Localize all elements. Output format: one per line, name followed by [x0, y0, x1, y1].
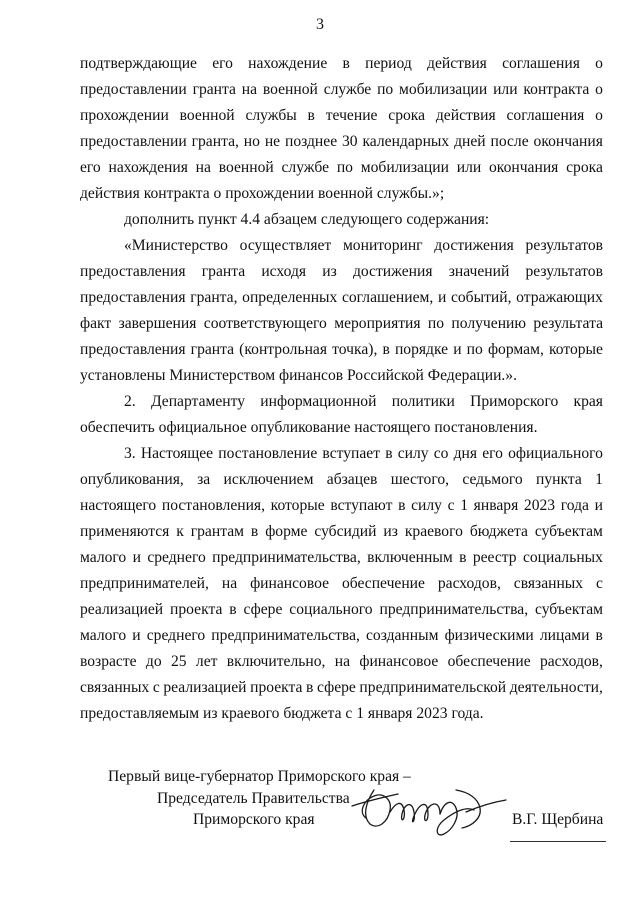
- signature-underline: [510, 841, 606, 842]
- text-line: прохождении военной службы в течение срока действия соглашения о: [80, 107, 603, 124]
- handwritten-signature: [344, 772, 514, 842]
- signatory-name: В.Г. Щербина: [512, 811, 604, 828]
- text-line: его нахождения на военной службе по мобилизации или окончания срока: [80, 159, 603, 176]
- text-line: установлены Министерством финансов Российской Федерации.».: [80, 367, 518, 384]
- text-line: обеспечить официальное опубликование настоящего постановления.: [80, 419, 538, 436]
- signature-position-line1: Первый вице-губернатор Приморского края –: [108, 768, 411, 785]
- signature-position-line2: Председатель Правительства: [157, 790, 350, 807]
- text-line: возрасте до 25 лет включительно, на финансовое обеспечение расходов,: [80, 653, 603, 670]
- text-line: настоящего постановления, которые вступают в силу с 1 января 2023 года и: [80, 497, 603, 514]
- signature-position-line3: Приморского края: [193, 811, 315, 828]
- text-line: малого и среднего предпринимательства, включенным в реестр социальных: [80, 549, 603, 566]
- text-line: дополнить пункт 4.4 абзацем следующего содержания:: [124, 211, 490, 228]
- text-line: связанных с реализацией проекта в сфере предпринимательской деятельности,: [80, 679, 603, 696]
- text-line: опубликования, за исключением абзацев шестого, седьмого пункта 1: [80, 471, 603, 488]
- text-line: предоставлении гранта на военной службе по мобилизации или контракта о: [80, 81, 603, 98]
- text-line: 3. Настоящее постановление вступает в силу со дня его официального: [124, 445, 603, 462]
- page-number: 3: [316, 16, 324, 33]
- text-line: факт завершения соответствующего мероприятия по получению результата: [80, 315, 603, 332]
- text-line: предоставления гранта исходя из достижения значений результатов: [80, 263, 603, 280]
- text-line: 2. Департаменту информационной политики Приморского края: [124, 393, 603, 410]
- text-line: предпринимателей, на финансовое обеспечение расходов, связанных с: [80, 575, 603, 592]
- text-line: реализацией проекта в сфере социального предпринимательства, субъектам: [80, 601, 603, 618]
- text-line: применяются к грантам в форме субсидий из краевого бюджета субъектам: [80, 523, 603, 540]
- text-line: предоставлении гранта, но не позднее 30 календарных дней после окончания: [80, 133, 603, 150]
- text-line: предоставляемым из краевого бюджета с 1 января 2023 года.: [80, 705, 484, 722]
- text-line: «Министерство осуществляет мониторинг достижения результатов: [124, 237, 603, 254]
- text-line: малого и среднего предпринимательства, созданным физическими лицами в: [80, 627, 603, 644]
- text-line: предоставления гранта (контрольная точка), в порядке и по формам, которые: [80, 341, 603, 358]
- text-line: подтверждающие его нахождение в период действия соглашения о: [80, 55, 603, 72]
- text-line: предоставления гранта, определенных соглашением, и событий, отражающих: [80, 289, 603, 306]
- text-line: действия контракта о прохождении военной службы.»;: [80, 185, 445, 202]
